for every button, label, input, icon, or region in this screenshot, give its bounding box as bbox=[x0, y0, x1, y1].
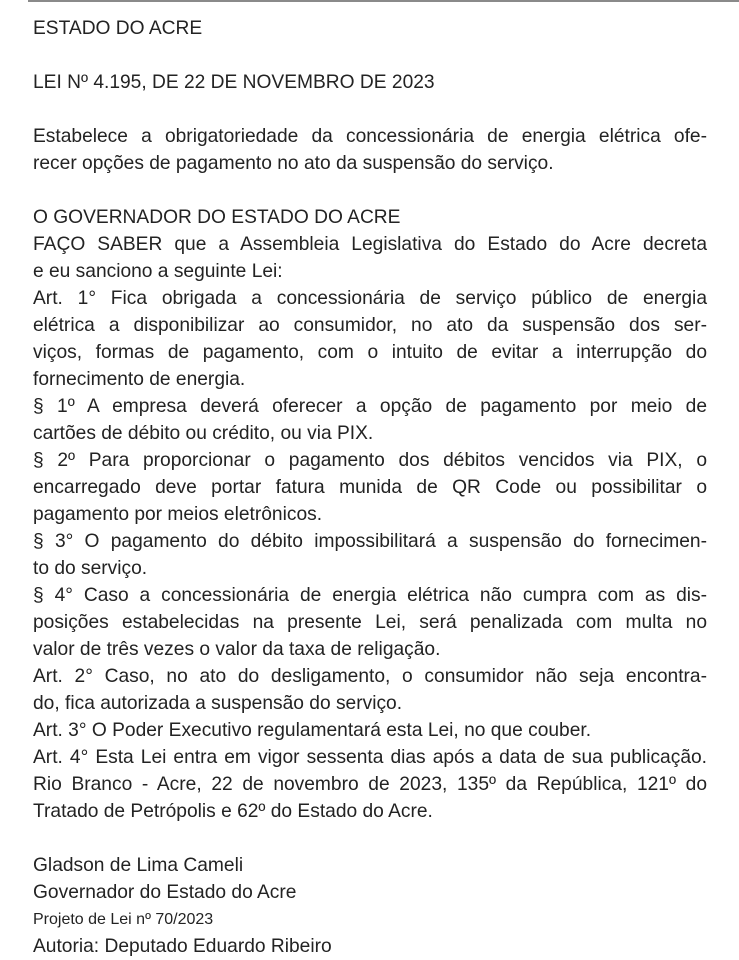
closing-line: Tratado de Petrópolis e 62º do Estado do Acre. bbox=[33, 801, 433, 822]
article-line: fornecimento de energia. bbox=[33, 369, 246, 390]
article-line: elétrica a disponibilizar ao consumidor, no ato da suspensão dos ser- bbox=[33, 315, 707, 336]
spacer bbox=[33, 825, 707, 852]
spacer bbox=[33, 177, 707, 204]
ementa bbox=[33, 123, 707, 177]
article-line: § 1º A empresa deverá oferecer a opção de pagamento por meio de bbox=[33, 396, 707, 417]
preamble-line: FAÇO SABER que a Assembleia Legislativa do Estado do Acre decreta bbox=[33, 234, 707, 255]
preamble-line: O GOVERNADOR DO ESTADO DO ACRE bbox=[33, 207, 401, 228]
article-line: Art. 2° Caso, no ato do desligamento, o consumidor não seja encontra- bbox=[33, 666, 707, 687]
article-line: Art. 4° Esta Lei entra em vigor sessenta dias após a data de sua publicação. bbox=[33, 747, 707, 768]
articles bbox=[33, 285, 707, 825]
bill-number: Projeto de Lei nº 70/2023 bbox=[33, 911, 214, 928]
preamble-line: e eu sanciono a seguinte Lei: bbox=[33, 261, 283, 282]
law-title: LEI Nº 4.195, DE 22 DE NOVEMBRO DE 2023 bbox=[33, 72, 435, 93]
article-line: encarregado deve portar fatura munida de QR Code ou possibilitar o bbox=[33, 477, 707, 498]
article-line: viços, formas de pagamento, com o intuito de evitar a interrupção do bbox=[33, 342, 707, 363]
ementa-line: recer opções de pagamento no ato da suspensão do serviço. bbox=[33, 153, 554, 174]
article-line: to do serviço. bbox=[33, 558, 148, 579]
article-line: cartões de débito ou crédito, ou via PIX. bbox=[33, 423, 374, 444]
law-document bbox=[33, 15, 707, 960]
article-line: do, fica autorizada a suspensão do serviço. bbox=[33, 693, 403, 714]
spacer bbox=[33, 42, 707, 69]
article-line: § 2º Para proporcionar o pagamento dos débitos vencidos via PIX, o bbox=[33, 450, 707, 471]
ementa-line: Estabelece a obrigatoriedade da concessionária de energia elétrica ofe- bbox=[33, 126, 707, 147]
state-heading: ESTADO DO ACRE bbox=[33, 18, 203, 39]
article-line: valor de três vezes o valor da taxa de religação. bbox=[33, 639, 441, 660]
preamble bbox=[33, 204, 707, 285]
bill-author: Autoria: Deputado Eduardo Ribeiro bbox=[33, 936, 332, 957]
signer-role: Governador do Estado do Acre bbox=[33, 882, 297, 903]
article-line: Art. 1° Fica obrigada a concessionária de serviço público de energia bbox=[33, 288, 707, 309]
top-rule bbox=[28, 0, 739, 2]
article-line: § 3° O pagamento do débito impossibilitará a suspensão do fornecimen- bbox=[33, 531, 707, 552]
spacer bbox=[33, 96, 707, 123]
article-line: § 4° Caso a concessionária de energia elétrica não cumpra com as dis- bbox=[33, 585, 707, 606]
article-line: Art. 3° O Poder Executivo regulamentará esta Lei, no que couber. bbox=[33, 720, 592, 741]
signer-name: Gladson de Lima Cameli bbox=[33, 855, 244, 876]
article-line: posições estabelecidas na presente Lei, será penalizada com multa no bbox=[33, 612, 707, 633]
closing-line: Rio Branco - Acre, 22 de novembro de 2023, 135º da República, 121º do bbox=[33, 774, 707, 795]
article-line: pagamento por meios eletrônicos. bbox=[33, 504, 323, 525]
signature-block bbox=[33, 852, 707, 960]
